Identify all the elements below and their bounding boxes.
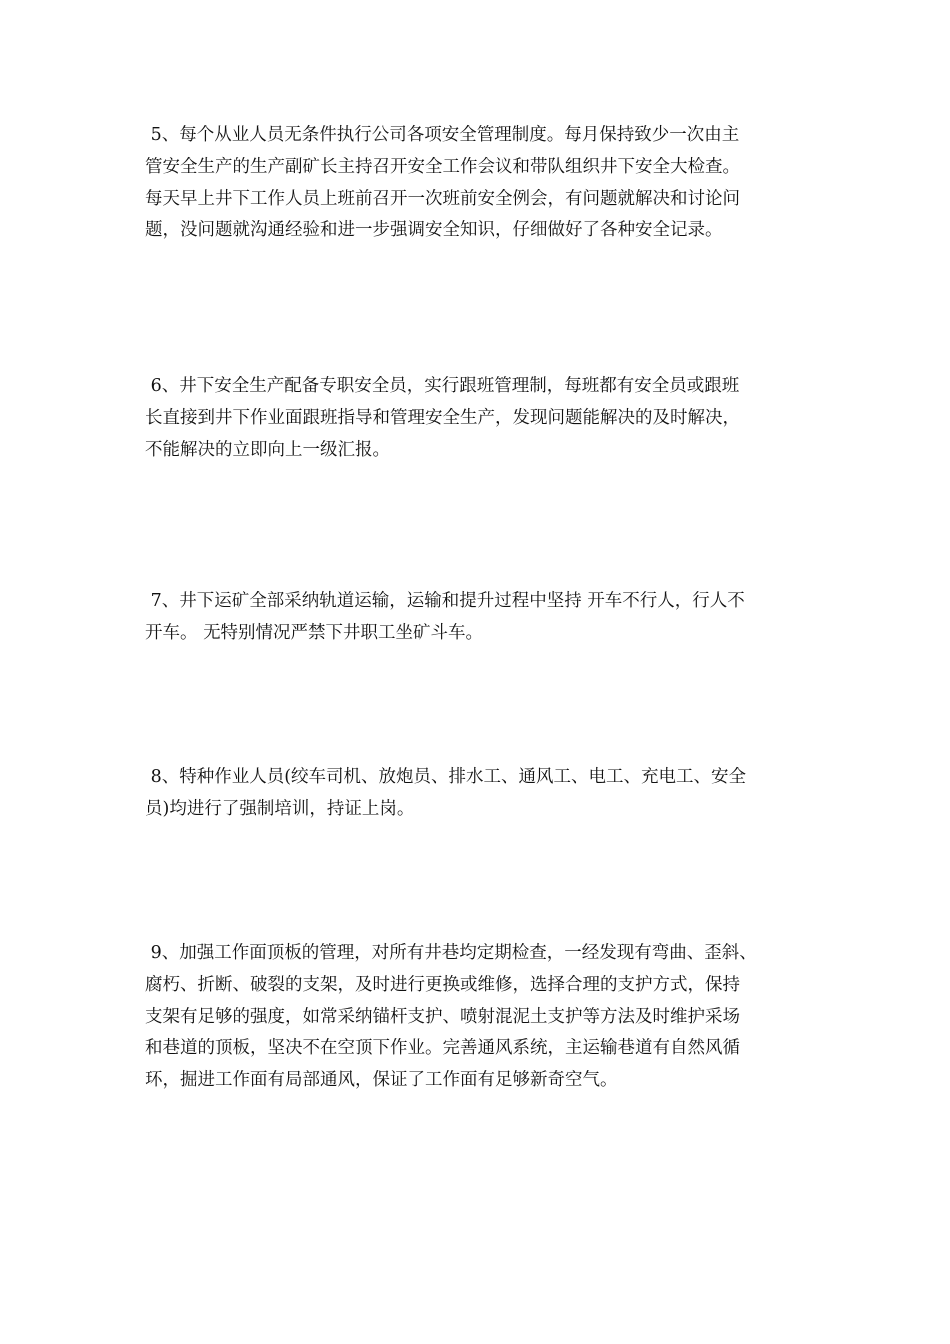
paragraph-line: 8、特种作业人员(绞车司机、放炮员、排水工、通风工、电工、充电工、安全 xyxy=(145,767,747,787)
paragraph-line: 不能解决的立即向上一级汇报。 xyxy=(145,439,390,460)
paragraph-line: 7、井下运矿全部采纳轨道运输，运输和提升过程中坚持 开车不行人，行人不 xyxy=(145,591,745,611)
paragraph-7 xyxy=(145,586,813,650)
paragraph-line: 腐朽、折断、破裂的支架，及时进行更换或维修，选择合理的支护方式，保持 xyxy=(145,974,740,995)
paragraph-8 xyxy=(145,762,813,826)
paragraph-line: 开车。 无特别情况严禁下井职工坐矿斗车。 xyxy=(145,622,484,643)
paragraph-line: 6、井下安全生产配备专职安全员，实行跟班管理制，每班都有安全员或跟班 xyxy=(145,376,740,396)
paragraph-line: 每天早上井下工作人员上班前召开一次班前安全例会，有问题就解决和讨论问 xyxy=(145,188,740,209)
paragraph-9 xyxy=(145,938,813,1097)
paragraph-line: 题，没问题就沟通经验和进一步强调安全知识，仔细做好了各种安全记录。 xyxy=(145,220,723,241)
paragraph-line: 5、每个从业人员无条件执行公司各项安全管理制度。每月保持致少一次由主 xyxy=(145,125,740,145)
paragraph-5 xyxy=(145,120,813,247)
paragraph-line: 9、加强工作面顶板的管理，对所有井巷均定期检查，一经发现有弯曲、歪斜、 xyxy=(145,943,757,963)
paragraph-line: 支架有足够的强度，如常采纳锚杆支护、喷射混泥土支护等方法及时维护采场 xyxy=(145,1006,740,1027)
paragraph-6 xyxy=(145,371,813,466)
paragraph-line: 长直接到井下作业面跟班指导和管理安全生产，发现问题能解决的及时解决， xyxy=(145,407,740,428)
paragraph-line: 环，掘进工作面有局部通风，保证了工作面有足够新奇空气。 xyxy=(145,1070,618,1091)
paragraph-line: 管安全生产的生产副矿长主持召开安全工作会议和带队组织井下安全大检查。 xyxy=(145,156,740,177)
paragraph-line: 和巷道的顶板，坚决不在空顶下作业。完善通风系统，主运输巷道有自然风循 xyxy=(145,1038,740,1059)
paragraph-line: 员)均进行了强制培训，持证上岗。 xyxy=(145,798,415,819)
